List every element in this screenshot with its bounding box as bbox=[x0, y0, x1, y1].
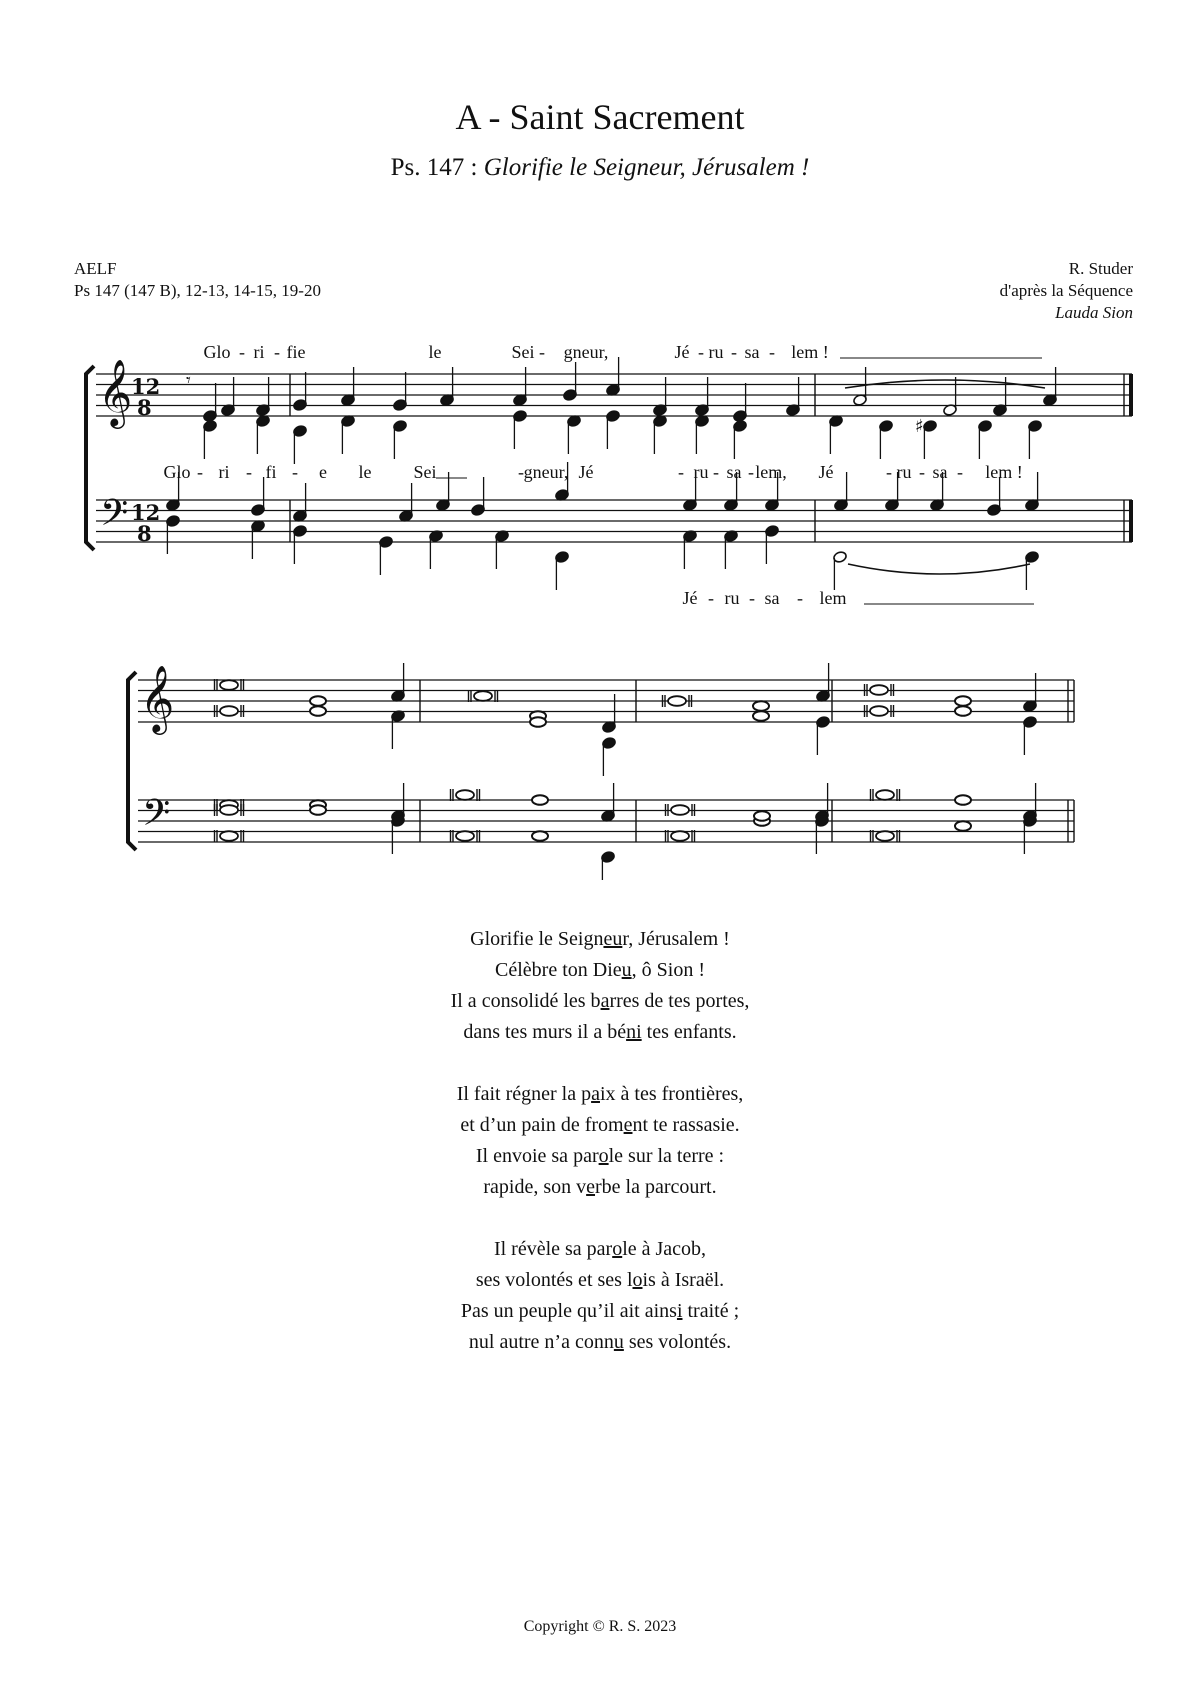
time-sig-top: 12 bbox=[131, 374, 161, 399]
whole-note bbox=[753, 711, 769, 721]
verse-line: Il envoie sa parole sur la terre : bbox=[475, 1145, 725, 1167]
breve-note bbox=[220, 706, 238, 716]
sharp-sign: ♯ bbox=[915, 416, 924, 437]
lyric-syllable: Sei bbox=[511, 342, 535, 362]
breve-note bbox=[474, 691, 492, 701]
accent-syllable: u bbox=[613, 1331, 624, 1353]
lyric-syllable: e bbox=[319, 462, 327, 482]
lyric-syllable: ri bbox=[253, 342, 265, 362]
accent-syllable: o bbox=[632, 1269, 643, 1291]
bass-clef: 𝄢 bbox=[100, 492, 129, 543]
whole-note bbox=[754, 811, 770, 821]
psalm-verses bbox=[0, 924, 1200, 1389]
breve-note bbox=[870, 685, 888, 695]
system-bracket bbox=[128, 672, 136, 850]
composer: R. Studer bbox=[1068, 259, 1133, 278]
copyright: Copyright © R. S. 2023 bbox=[523, 1618, 677, 1635]
eighth-rest: 𝄾 bbox=[186, 370, 191, 391]
subtitle-prefix: Ps. 147 : bbox=[390, 154, 484, 181]
whole-note bbox=[532, 795, 548, 805]
whole-note bbox=[310, 696, 326, 706]
lyric-syllable: - bbox=[539, 342, 545, 362]
text-source: AELF bbox=[74, 259, 117, 278]
lyric-syllable: ru bbox=[724, 588, 740, 608]
lyric-syllable: - bbox=[769, 342, 775, 362]
lyric-syllable: - bbox=[239, 342, 245, 362]
accent-syllable: u bbox=[621, 959, 632, 981]
lyric-syllable: Glo bbox=[203, 342, 231, 362]
accent-syllable: o bbox=[612, 1238, 623, 1260]
verse-line: Célèbre ton Dieu, ô Sion ! bbox=[495, 959, 705, 981]
tie bbox=[848, 564, 1030, 574]
lyric-syllable: - bbox=[678, 462, 684, 482]
time-sig-bottom: 8 bbox=[137, 521, 152, 546]
time-sig-bottom: 8 bbox=[137, 395, 152, 420]
stanza bbox=[0, 1234, 1200, 1358]
subtitle-italic: Glorifie le Seigneur, Jérusalem ! bbox=[483, 154, 810, 181]
accent-syllable: e bbox=[623, 1114, 633, 1136]
verse-line: ses volontés et ses lois à Israël. bbox=[475, 1269, 725, 1291]
lyric-syllable: - bbox=[919, 462, 925, 482]
lyric-syllable: fi bbox=[265, 462, 277, 482]
accent-syllable: i bbox=[676, 1300, 683, 1322]
breve-note bbox=[220, 805, 238, 815]
lyric-syllable: ru bbox=[693, 462, 709, 482]
psalm-reference: Ps 147 (147 B), 12-13, 14-15, 19-20 bbox=[74, 281, 321, 300]
lyric-syllable: sa bbox=[726, 462, 742, 482]
lyric-syllable: lem ! bbox=[791, 342, 829, 362]
whole-note bbox=[955, 706, 971, 716]
lyric-syllable: ru bbox=[896, 462, 912, 482]
whole-note bbox=[530, 717, 546, 727]
notation bbox=[86, 357, 1132, 880]
breve-note bbox=[220, 831, 238, 841]
lyric-syllable: - bbox=[197, 462, 203, 482]
lyric-syllable: Sei bbox=[413, 462, 437, 482]
lyric-syllable: Jé bbox=[682, 588, 698, 608]
breve-note bbox=[870, 706, 888, 716]
accent-syllable: o bbox=[598, 1145, 609, 1167]
lyric-syllable: - bbox=[713, 462, 719, 482]
lyric-syllable: - bbox=[957, 462, 963, 482]
lyric-syllable: - bbox=[748, 462, 754, 482]
treble-clef: 𝄞 bbox=[98, 358, 133, 426]
lyric-syllable: sa bbox=[932, 462, 948, 482]
source-title: Lauda Sion bbox=[1055, 303, 1133, 322]
lyric-syllable: - bbox=[886, 462, 892, 482]
lyric-syllable: gneur, bbox=[523, 462, 569, 482]
lyric-syllable: Jé bbox=[674, 342, 690, 362]
breve-note bbox=[876, 831, 894, 841]
lyric-syllable: le bbox=[358, 462, 372, 482]
bass-clef: 𝄢 bbox=[142, 792, 171, 843]
verse-line: Pas un peuple qu’il ait ainsi traité ; bbox=[460, 1300, 740, 1322]
system-bracket bbox=[86, 366, 94, 550]
accent-syllable: eu bbox=[603, 928, 623, 950]
accent-syllable: a bbox=[591, 1083, 600, 1105]
lyric-syllable: lem ! bbox=[985, 462, 1023, 482]
lyric-syllable: lem, bbox=[755, 462, 787, 482]
lyric-syllable: lem bbox=[819, 588, 847, 608]
lyric-syllable: Jé bbox=[578, 462, 594, 482]
whole-note bbox=[310, 805, 326, 815]
whole-note bbox=[955, 821, 971, 831]
breve-note bbox=[671, 831, 689, 841]
whole-note bbox=[310, 706, 326, 716]
lyric-syllable: - bbox=[749, 588, 755, 608]
lyric-syllable: - bbox=[708, 588, 714, 608]
verse-line: et d’un pain de froment te rassasie. bbox=[460, 1114, 740, 1136]
lyric-syllable: Glo bbox=[163, 462, 191, 482]
lyric-syllable: Jé bbox=[818, 462, 834, 482]
whole-note bbox=[955, 795, 971, 805]
lyric-syllable: ri bbox=[218, 462, 230, 482]
lyric-syllable: ru bbox=[708, 342, 724, 362]
lyric-syllable: le bbox=[428, 342, 442, 362]
breve-note bbox=[456, 790, 474, 800]
lyric-syllable: - bbox=[292, 462, 298, 482]
lyric-syllable: gneur, bbox=[563, 342, 609, 362]
verse-line: Il fait régner la paix à tes frontières, bbox=[456, 1083, 744, 1105]
lyric-syllable: - bbox=[518, 462, 524, 482]
lyric-syllable: fie bbox=[286, 342, 306, 362]
stanza bbox=[0, 1079, 1200, 1203]
lyric-syllable: sa bbox=[764, 588, 780, 608]
lyric-syllable: - bbox=[698, 342, 704, 362]
verse-line: nul autre n’a connu ses volontés. bbox=[468, 1331, 732, 1353]
accent-syllable: ni bbox=[626, 1021, 642, 1043]
composer-note: d'après la Séquence bbox=[999, 281, 1133, 300]
lyric-syllable: - bbox=[246, 462, 252, 482]
whole-note bbox=[955, 696, 971, 706]
breve-note bbox=[220, 680, 238, 690]
whole-note bbox=[753, 701, 769, 711]
verse-line: rapide, son verbe la parcourt. bbox=[483, 1176, 717, 1198]
breve-note bbox=[876, 790, 894, 800]
page-title: A - Saint Sacrement bbox=[455, 97, 745, 137]
lyric-syllable: - bbox=[274, 342, 280, 362]
treble-clef: 𝄞 bbox=[140, 664, 175, 732]
accent-syllable: e bbox=[586, 1176, 596, 1198]
breve-note bbox=[671, 805, 689, 815]
lyric-syllable: - bbox=[797, 588, 803, 608]
breve-note bbox=[456, 831, 474, 841]
verse-line: Il révèle sa parole à Jacob, bbox=[493, 1238, 707, 1260]
stanza bbox=[0, 924, 1200, 1048]
verse-line: Il a consolidé les barres de tes portes, bbox=[450, 990, 750, 1012]
verse-line: dans tes murs il a béni tes enfants. bbox=[463, 1021, 737, 1043]
lyric-syllable: - bbox=[731, 342, 737, 362]
time-sig-top: 12 bbox=[131, 500, 161, 525]
whole-note bbox=[532, 831, 548, 841]
verse-line: Glorifie le Seigneur, Jérusalem ! bbox=[470, 928, 730, 950]
accent-syllable: a bbox=[600, 990, 610, 1012]
breve-note bbox=[668, 696, 686, 706]
lyric-syllable: sa bbox=[744, 342, 760, 362]
